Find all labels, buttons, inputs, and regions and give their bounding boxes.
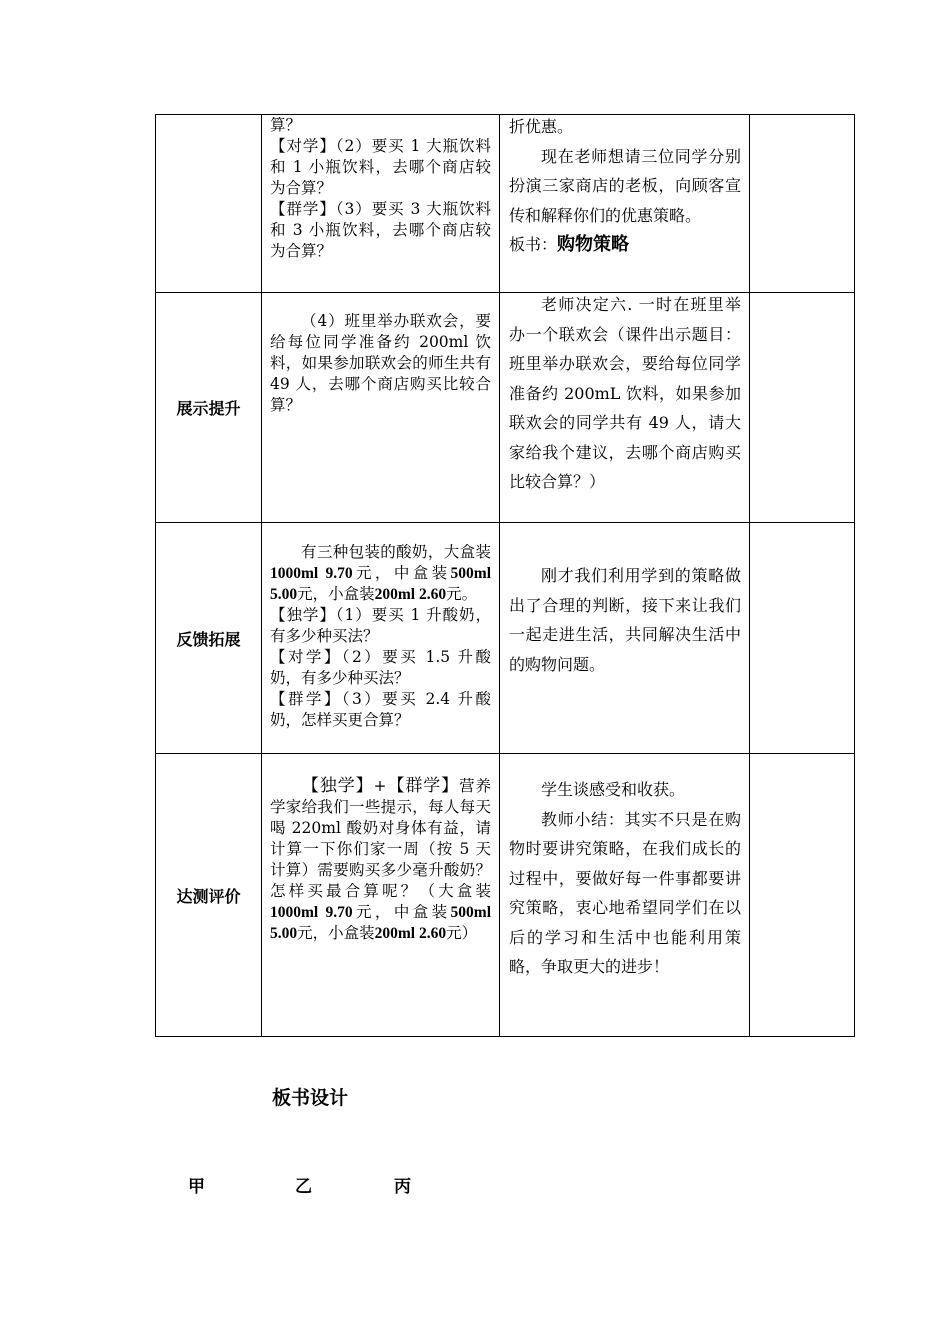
talk-paragraph: 教师小结：其实不只是在购物时要讲究策略，在我们成长的过程中，要做好每一件事都要讲究策略，衷心地希望同学们在以后的学习和生活中也能利用策略，争取更大的进步！	[509, 809, 741, 976]
remarks-cell	[750, 523, 855, 754]
board-label: 板书：	[509, 235, 558, 254]
board-design-heading: 板书设计	[272, 1087, 349, 1109]
task-line: 算？	[270, 116, 302, 134]
yogurt-prices: 有三种包装的酸奶，大盒装1000ml 9.70元，中盒装500ml 5.00元，小盒装200ml 2.60元。	[270, 543, 491, 603]
teacher-talk-cell	[500, 115, 750, 293]
teacher-talk-cell	[500, 754, 750, 1037]
talk-paragraph: 学生谈感受和收获。	[541, 780, 686, 799]
task-line: 【对学】（2）要买 1 大瓶饮料和 1 小瓶饮料，去哪个商店较为合算？	[270, 137, 491, 197]
remarks-cell	[750, 754, 855, 1037]
board-column-label: 丙	[394, 1177, 411, 1197]
table-row	[156, 754, 855, 1037]
task-question: 【群学】（3）要买 2.4 升酸奶，怎样买更合算？	[270, 690, 491, 729]
teacher-talk-cell	[500, 523, 750, 754]
board-column-label: 乙	[295, 1177, 312, 1197]
task-text: （4）班里举办联欢会，要给每位同学准备约 200ml 饮料，如果参加联欢会的师生共有 49 人，去哪个商店购买比较合算？	[270, 312, 491, 414]
remarks-cell	[750, 115, 855, 293]
remarks-cell	[750, 293, 855, 523]
stage-cell: 达测评价	[156, 754, 262, 1037]
board-title: 购物策略	[557, 234, 630, 255]
stage-cell: 展示提升	[156, 293, 262, 523]
talk-paragraph: 折优惠。	[509, 117, 574, 136]
stage-cell	[156, 115, 262, 293]
task-cell	[262, 293, 500, 523]
task-cell	[262, 115, 500, 293]
task-question: 【独学】（1）要买 1 升酸奶，有多少种买法？	[270, 606, 491, 645]
table-row	[156, 293, 855, 523]
task-question: 【对学】（2）要买 1.5 升酸奶，有多少种买法？	[270, 648, 491, 687]
task-cell	[262, 754, 500, 1037]
board-note	[509, 230, 741, 260]
table-row	[156, 115, 855, 293]
task-line: 【群学】（3）要买 3 大瓶饮料和 3 小瓶饮料，去哪个商店较为合算？	[270, 200, 491, 260]
teacher-talk-cell	[500, 293, 750, 523]
stage-cell: 反馈拓展	[156, 523, 262, 754]
table-row	[156, 523, 855, 754]
board-column-label: 甲	[188, 1177, 205, 1197]
talk-paragraph: 老师决定六. 一时在班里举办一个联欢会（课件出示题目：班里举办联欢会，要给每位同学准备约 200mL 饮料，如果参加联欢会的同学共有 49 人，请大家给我个建议，去哪个商店购买比较合算？）	[509, 295, 741, 491]
lesson-plan-table	[155, 114, 855, 1037]
talk-paragraph: 现在老师想请三位同学分别扮演三家商店的老板，向顾客宣传和解释你们的优惠策略。	[509, 146, 741, 225]
task-text: 【独学】+【群学】营养学家给我们一些提示，每人每天喝 220ml 酸奶对身体有益，请计算一下你们家一周（按 5 天计算）需要购买多少毫升酸奶？怎样买最合算呢？（大盒装1000ml 9.70元，中盒装500ml 5.00元，小盒装200ml 2.60元）	[270, 776, 492, 942]
task-cell	[262, 523, 500, 754]
talk-paragraph: 刚才我们利用学到的策略做出了合理的判断，接下来让我们一起走进生活，共同解决生活中的购物问题。	[509, 566, 741, 674]
